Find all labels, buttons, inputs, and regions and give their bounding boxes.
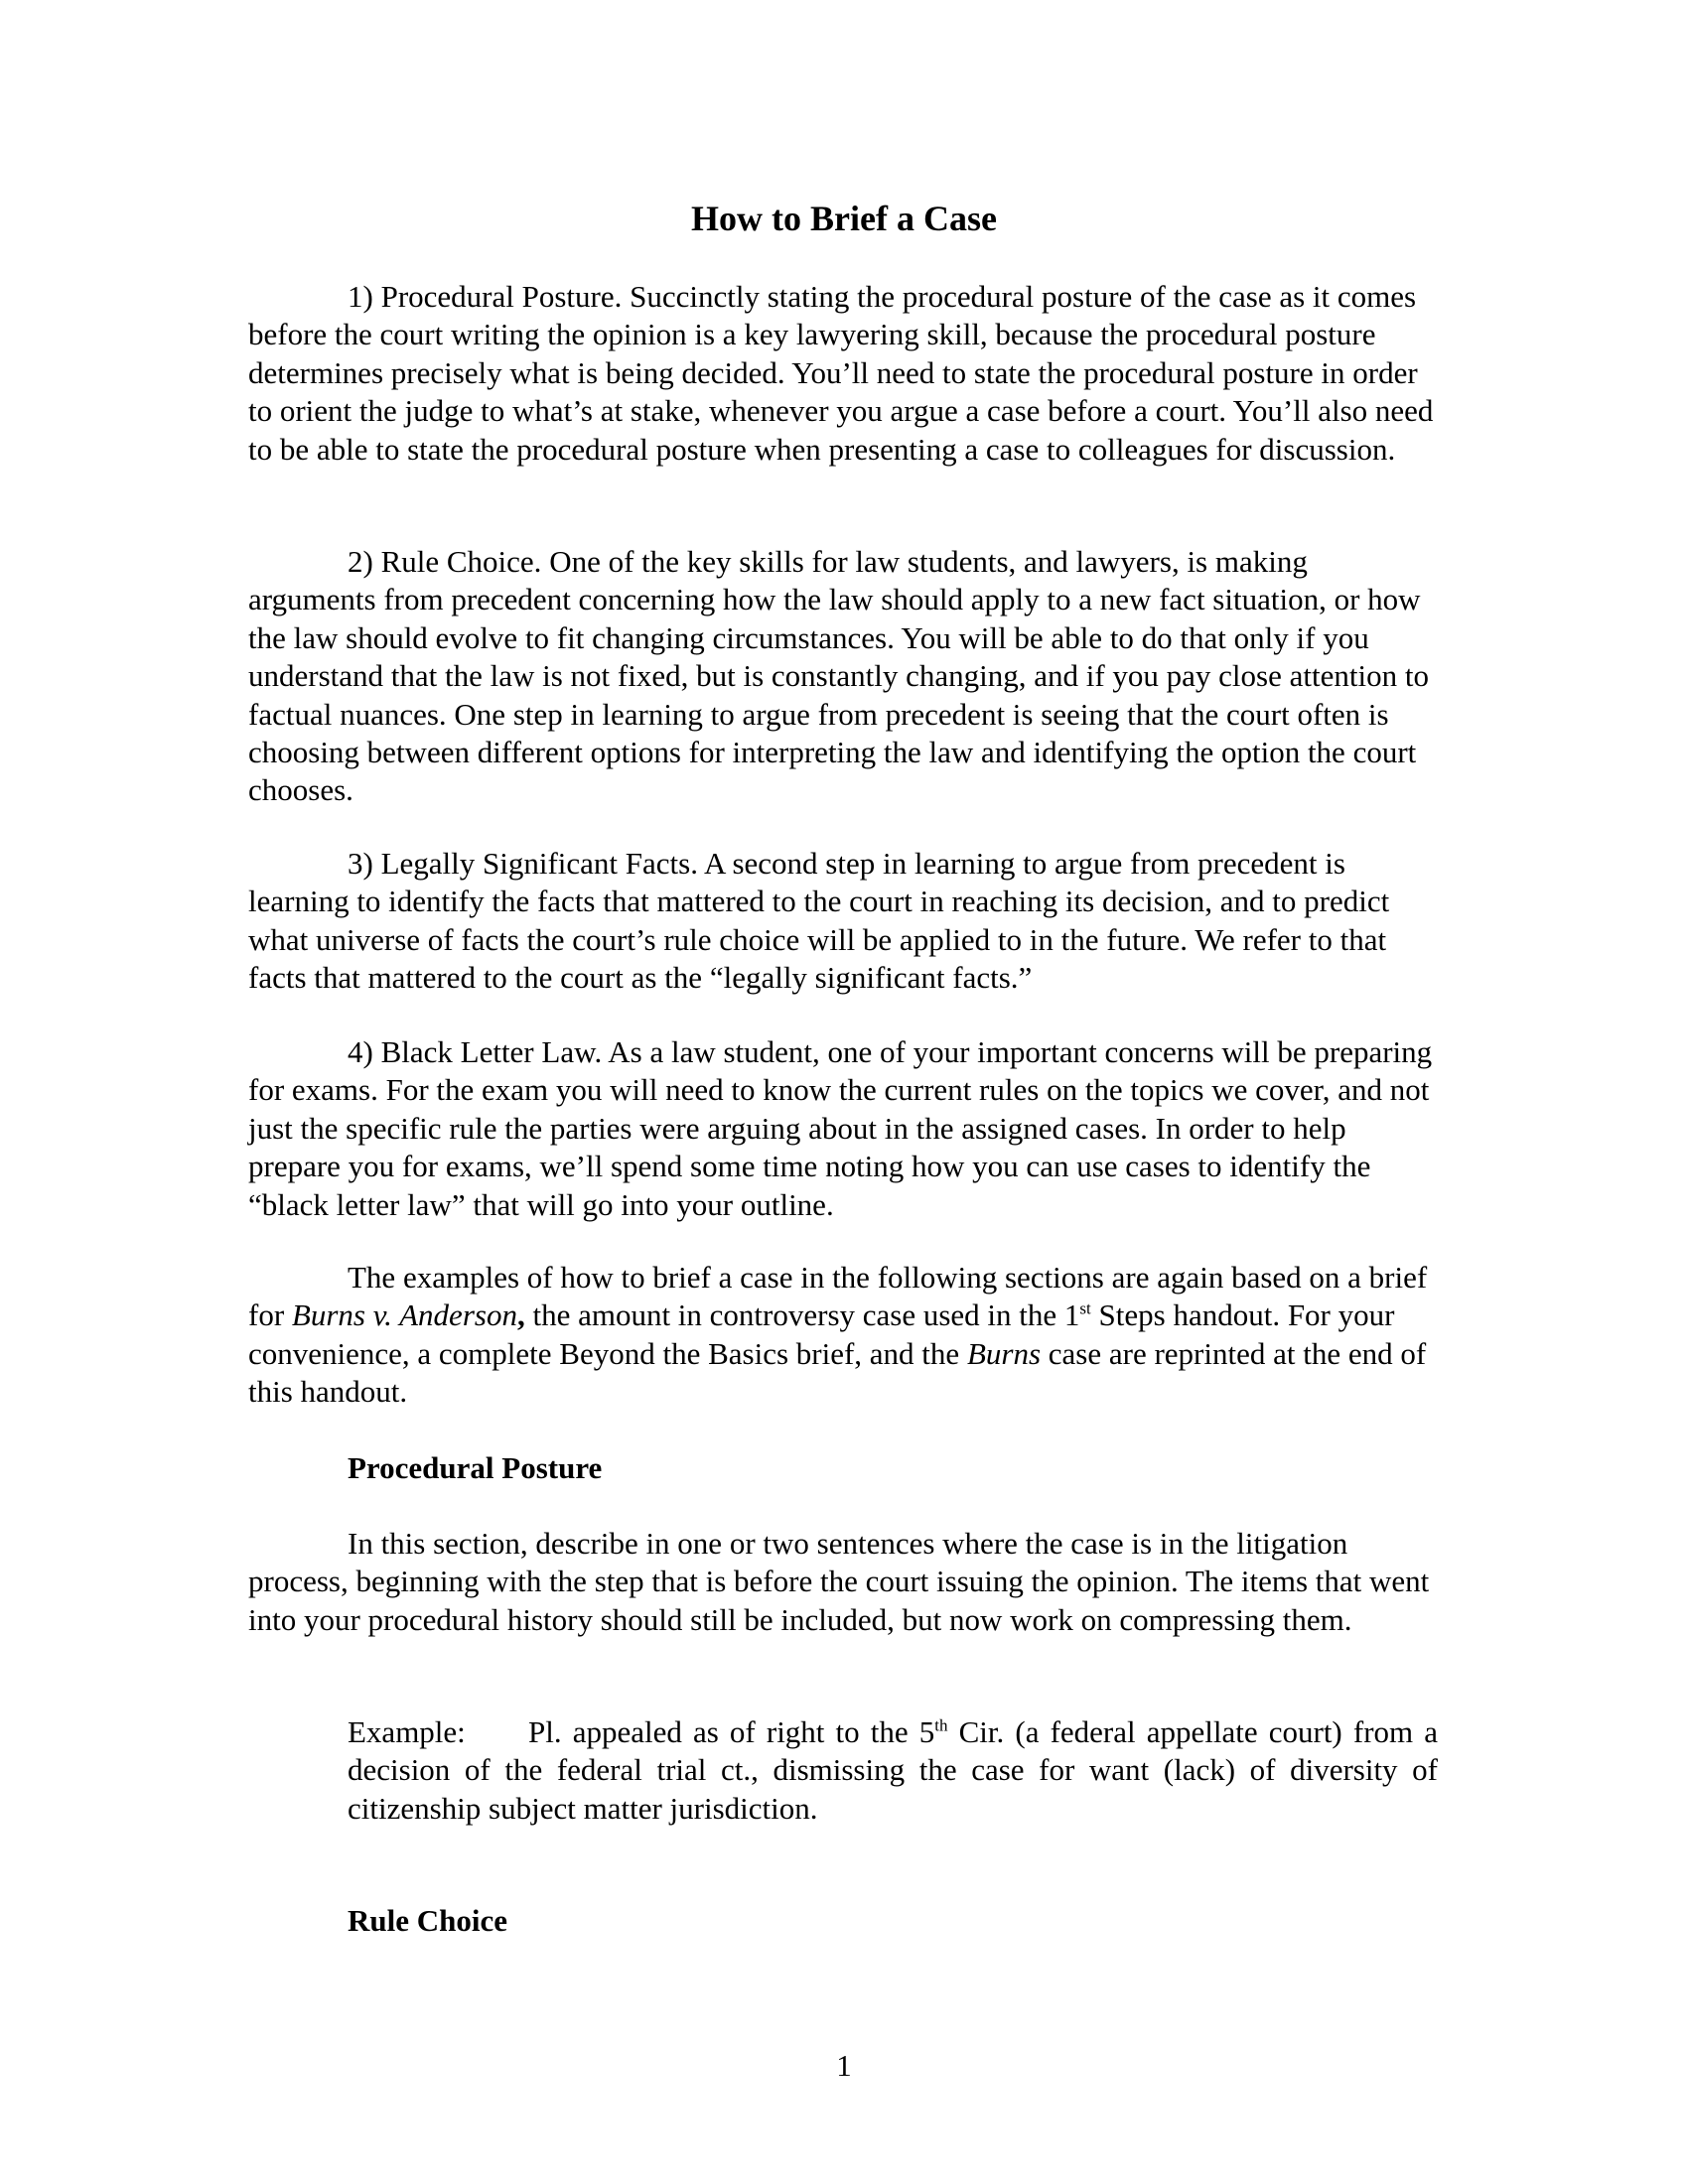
paragraph-text: the amount in controversy case used in the 1 — [524, 1297, 1080, 1333]
case-name: Burns v. Anderson — [291, 1297, 517, 1333]
heading-rule-choice: Rule Choice — [348, 1903, 508, 1938]
bold-comma: , — [516, 1297, 525, 1333]
paragraph-procedural-posture-instructions — [248, 1525, 1440, 1639]
paragraph-text: As a law student, one of your important concerns will be preparing for exams. For the exam you will need to know the current rules on the topics we cover, and not just the specific rule the parties were arguing about in the assigned cases. In order to help prepare you for exams, we’ll spend some time noting how you can use cases to identify the “black letter law” that will go into your outline. — [248, 1034, 1433, 1222]
case-name-short: Burns — [966, 1335, 1042, 1371]
superscript: st — [1079, 1299, 1091, 1319]
heading-procedural-posture: Procedural Posture — [348, 1450, 603, 1485]
paragraph-label: 3) Legally Significant Facts. — [348, 846, 698, 881]
example-block — [348, 1713, 1438, 1828]
paragraph-label: 1) Procedural Posture. — [348, 279, 623, 314]
paragraph-label: 2) Rule Choice. — [348, 544, 542, 579]
paragraph-procedural-posture — [248, 278, 1440, 469]
paragraph-black-letter-law — [248, 1033, 1440, 1224]
paragraph-text: The examples of how to brief a case in the following sections are again based on a brief for — [248, 1260, 1428, 1333]
paragraph-legally-significant-facts — [248, 845, 1440, 998]
paragraph-examples-intro — [248, 1259, 1440, 1412]
paragraph-label: 4) Black Letter Law. — [348, 1034, 603, 1069]
example-text: Pl. appealed as of right to the 5 — [528, 1714, 935, 1749]
paragraph-text: case are reprinted at the end of this handout. — [248, 1335, 1427, 1410]
page-number: 1 — [836, 2048, 852, 2083]
document-title: How to Brief a Case — [691, 199, 997, 238]
paragraph-text: In this section, describe in one or two sentences where the case is in the litigation process, beginning with the step that is before the court issuing the opinion. The items that went into your procedural history should still be included, but now work on compressing them. — [248, 1526, 1430, 1637]
example-text: Cir. (a federal appellate court) from a decision of the federal trial ct., dismissing the case for want (lack) of diversity of citizenship subject matter jurisdiction. — [348, 1714, 1439, 1826]
paragraph-text: Succinctly stating the procedural posture of the case as it comes before the court writing the opinion is a key lawyering skill, because the procedural posture determines precisely what is being decided. You’ll need to state the procedural posture in order to orient the judge to what’s at stake, whenever you argue a case before a court. You’ll also need to be able to state the procedural posture when presenting a case to colleagues for discussion. — [248, 279, 1434, 467]
example-label: Example: — [348, 1714, 466, 1749]
paragraph-text: A second step in learning to argue from precedent is learning to identify the facts that mattered to the court in reaching its decision, and to predict what universe of facts the court’s rule choice will be applied to in the future. We refer to that facts that mattered to the court as the “legally significant facts.” — [248, 846, 1390, 996]
superscript: th — [934, 1715, 948, 1735]
paragraph-text: Steps handout. For your convenience, a complete Beyond the Basics brief, and the — [248, 1297, 1395, 1371]
paragraph-text: One of the key skills for law students, and lawyers, is making arguments from precedent concerning how the law should apply to a new fact situation, or how the law should evolve to fit changing circumstances. You will be able to do that only if you understand that the law is not fixed, but is constantly changing, and if you pay close attention to factual nuances. One step in learning to argue from precedent is seeing that the court often is choosing between different options for interpreting the law and identifying the option the court chooses. — [248, 544, 1429, 808]
paragraph-rule-choice — [248, 543, 1440, 810]
